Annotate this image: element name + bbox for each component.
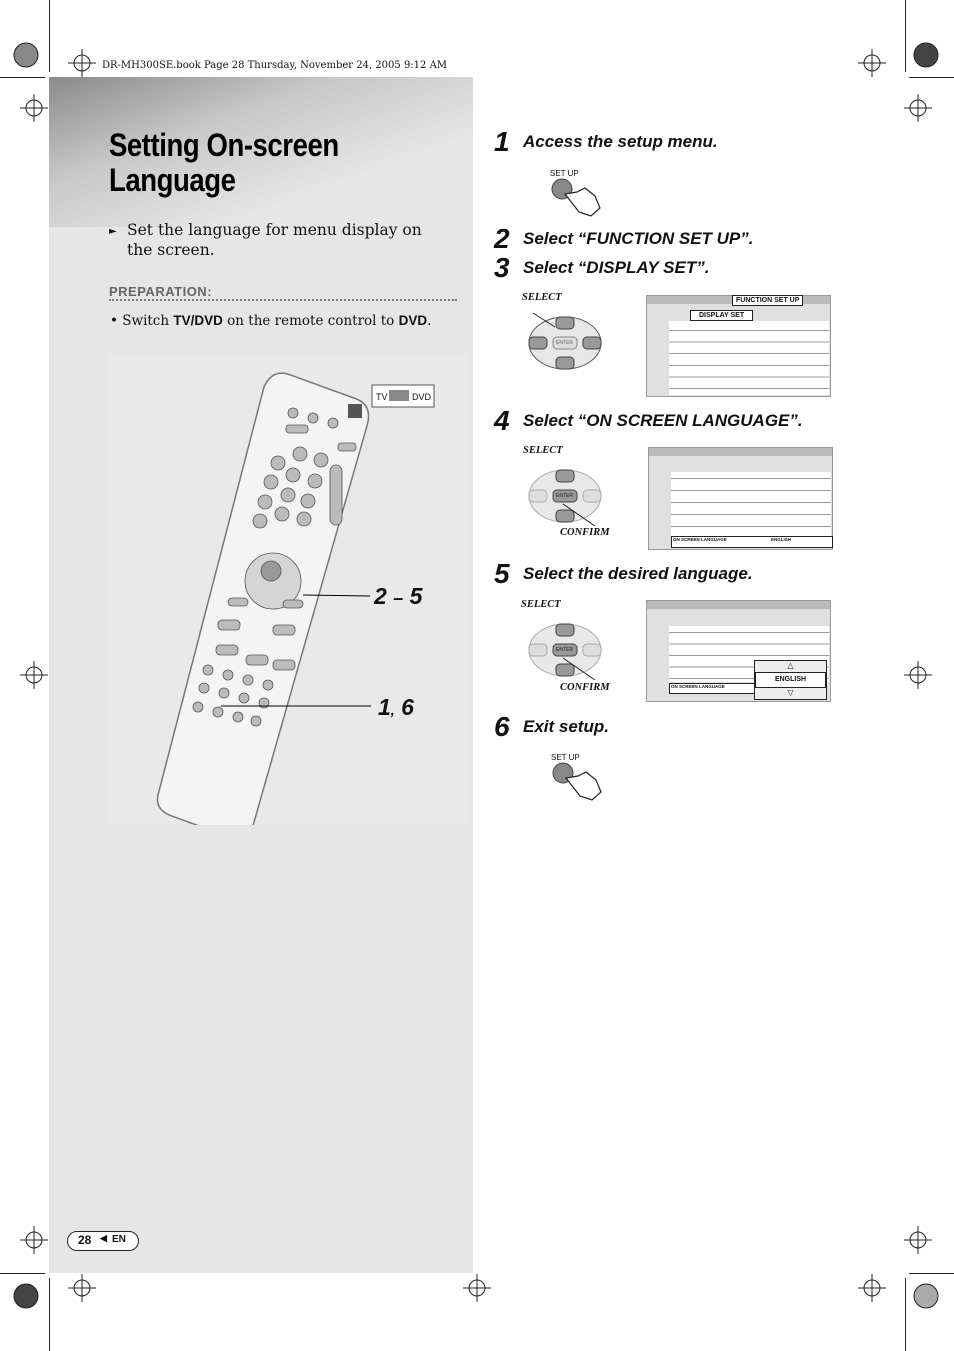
setup-button-press-icon — [545, 176, 605, 218]
bullet-dot-icon: • — [110, 313, 118, 329]
on-screen-language-row: ON SCREEN LANGUAGE — [673, 537, 727, 542]
step-4-number: 4 — [494, 405, 510, 436]
language-code: EN — [112, 1234, 126, 1245]
setup-button-press-icon — [546, 760, 606, 802]
step-1-text: Access the setup menu. — [523, 132, 718, 151]
file-info: DR-MH300SE.book Page 28 Thursday, November 24, 2005 9:12 AM — [102, 60, 448, 71]
step-6-number: 6 — [494, 711, 510, 742]
callout-steps-1-6: 1, 6 — [378, 694, 414, 720]
page-title: Setting On-screen Language — [109, 127, 339, 198]
step-1-number: 1 — [494, 126, 510, 157]
function-set-up-tab: FUNCTION SET UP — [732, 295, 803, 306]
step-5-number: 5 — [494, 558, 510, 589]
select-label: SELECT — [521, 599, 561, 610]
confirm-label: CONFIRM — [560, 682, 610, 693]
setup-button-label: SET UP — [550, 169, 579, 178]
english-value: ENGLISH — [771, 537, 792, 542]
preparation-heading: PREPARATION: — [109, 284, 213, 299]
select-dpad-icon — [525, 305, 605, 373]
down-arrow-icon: ▽ — [787, 688, 794, 697]
step-3-text: Select “DISPLAY SET”. — [523, 258, 710, 277]
step-4-text: Select “ON SCREEN LANGUAGE”. — [523, 411, 803, 430]
select-label: SELECT — [522, 292, 562, 303]
language-picker — [754, 660, 827, 700]
left-triangle-icon: ◀ — [100, 1233, 107, 1243]
select-label: SELECT — [523, 445, 563, 456]
select-dpad-icon — [525, 458, 605, 526]
on-screen-language-row: ON SCREEN LANGUAGE — [671, 684, 725, 689]
intro-paragraph: ► Set the language for menu display on the screen. — [109, 221, 422, 259]
setup-button-label: SET UP — [551, 753, 580, 762]
enter-button-label: ENTER — [556, 340, 573, 346]
step-2-text: Select “FUNCTION SET UP”. — [523, 229, 754, 248]
enter-button-label: ENTER — [556, 647, 573, 653]
arrow-bullet-icon: ► — [109, 226, 117, 237]
preparation-instruction: • Switch TV/DVD on the remote control to DVD. — [110, 313, 432, 329]
step-2-number: 2 — [494, 223, 510, 254]
enter-button-label: ENTER — [556, 493, 573, 499]
select-dpad-icon — [525, 612, 605, 680]
switch-label-tv: TV — [376, 392, 388, 402]
page-number-tab — [67, 1231, 139, 1251]
menu-screen-display-set — [648, 447, 833, 550]
step-6-text: Exit setup. — [523, 717, 609, 736]
english-option: ENGLISH — [755, 672, 826, 688]
up-arrow-icon: △ — [787, 661, 794, 670]
callout-steps-2-5: 2 – 5 — [374, 583, 423, 609]
step-5-text: Select the desired language. — [523, 564, 753, 583]
display-set-tab: DISPLAY SET — [690, 310, 753, 321]
page-number: 28 — [78, 1233, 92, 1247]
step-3-number: 3 — [494, 252, 510, 283]
dotted-divider — [109, 299, 457, 301]
confirm-label: CONFIRM — [560, 527, 610, 538]
switch-label-dvd: DVD — [412, 392, 432, 402]
